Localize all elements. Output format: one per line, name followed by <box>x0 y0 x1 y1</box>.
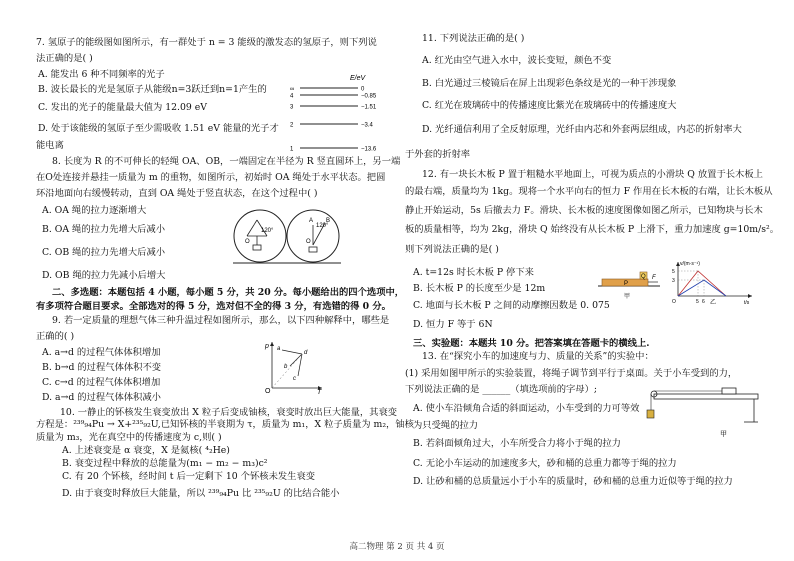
right-line: A. 红光由空气进入水中，波长变短，颜色不变 <box>422 55 612 66</box>
vt-caption: 乙 <box>710 300 717 306</box>
right-line: D. 光纤通信利用了全反射原理，光纤由内芯和外套两层组成，内芯的折射率大 <box>422 124 742 135</box>
p-axis-label: p <box>265 343 269 350</box>
left-line: C. 发出的光子的能量最大值为 12.09 eV <box>38 102 207 113</box>
left-line: 正确的( ) <box>36 331 75 342</box>
left-line: 在O处连接并悬挂一质量为 m 的重物，如图所示，初始时 OA 绳处于水平状态。把圆 <box>36 172 386 183</box>
board-caption: 甲 <box>624 294 631 300</box>
right-line: D. 让砂和桶的总质量远小于小车的质量时，砂和桶的总重力近似等于绳的拉力 <box>413 476 733 487</box>
left-line: 9. 若一定质量的理想气体三种升温过程如图所示，那么，以下四种解释中，哪些是 <box>52 315 390 326</box>
point-d: d <box>304 350 308 356</box>
p-label: P <box>624 281 629 287</box>
point-b: b <box>284 364 288 370</box>
right-line: B. 白光通过三棱镜后在屏上出现彩色条纹是光的一种干涉现象 <box>422 78 677 89</box>
t-axis-label-vt: t/s <box>744 300 750 306</box>
f-label: F <box>652 275 656 281</box>
left-line: A. a→d 的过程气体体积增加 <box>42 347 161 358</box>
left-line: 方程是：²³⁹₉₄Pu → X+²³⁵₉₂U,已知钚核的半衰期为 τ，质量为 m₁，X 粒子质量为 m₂，铀核 <box>36 419 414 430</box>
left-line: 二、多选题：本题包括 4 小题，每小题 5 分，共 20 分。每小题给出的四个选项中， <box>52 287 405 298</box>
right-line: 于外套的折射率 <box>405 149 471 160</box>
left-line: D. OB 绳的拉力先减小后增大 <box>42 270 166 281</box>
right-line: 11. 下列说法正确的是( ) <box>422 33 525 44</box>
energy-level-diagram <box>288 74 388 152</box>
left-line: D. a→d 的过程气体体积减小 <box>42 392 161 403</box>
left-line: 质量为 m₃，光在真空中的传播速度为 c,则( ) <box>36 432 222 443</box>
x-tick-5: 5 <box>696 299 699 305</box>
a-label: A <box>309 218 314 224</box>
right-line: 三、实验题：本题共 10 分。把答案填在答题卡的横线上. <box>413 338 650 349</box>
angle-label-2: 120° <box>316 223 329 229</box>
left-line: B. OA 绳的拉力先增大后减小 <box>42 224 166 235</box>
right-line: A. 使小车沿倾角合适的斜面运动，小车受到的力可等效 <box>413 403 640 414</box>
y-tick-5: 5 <box>672 269 675 275</box>
right-line: 板的质量相等，均为 2kg，滑块 Q 始终没有从长木板 P 上滑下，重力加速度 g=10m/s²。 <box>405 224 780 235</box>
left-line: 环沿地面向右缓慢转动，直到 OA 绳处于竖直状态，在这个过程中( ) <box>36 188 318 199</box>
right-line: 静止开始运动，5s 后撤去力 F。滑块、长木板的速度图像如图乙所示，已知物块与长木 <box>405 205 763 216</box>
y-tick-3: 3 <box>672 278 675 284</box>
right-line: 下列说法正确的是 ______（填选项前的字母）; <box>405 384 598 395</box>
left-line: D. 由于衰变时释放巨大能量，所以 ²³⁹₉₄Pu 比 ²³⁵₉₂U 的比结合能小 <box>62 488 340 499</box>
left-line: 能电离 <box>36 140 64 151</box>
rings-figure <box>233 205 341 267</box>
b-label: B <box>326 218 331 224</box>
left-line: A. 上述衰变是 α 衰变，X 是氦核( ⁴₂He) <box>62 445 230 456</box>
vt-graph <box>664 258 754 306</box>
right-line: 13. 在“探究小车的加速度与力、质量的关系”的实验中： <box>422 351 654 362</box>
o-label-2: O <box>306 239 311 245</box>
o-label-1: O <box>245 239 250 245</box>
right-line: B. 长木板 P 的长度至少是 12m <box>413 283 546 294</box>
angle-label-1: 120° <box>261 228 274 234</box>
left-line: C. c→d 的过程气体体积增加 <box>42 377 161 388</box>
left-line: C. 有 20 个钚核，经时间 t 后一定剩下 10 个钚核未发生衰变 <box>62 471 316 482</box>
right-line: D. 恒力 F 等于 6N <box>413 319 493 330</box>
left-line: B. 波长最长的光是氢原子从能级n=3跃迁到n=1产生的 <box>38 84 267 95</box>
page-footer: 高二物理 第 2 页 共 4 页 <box>349 542 445 552</box>
right-line: (1) 采用如图甲所示的实验装置，将绳子调节到平行于桌面。关于小车受到的力， <box>405 368 738 379</box>
left-line: 7. 氢原子的能级图如图所示，有一群处于 n = 3 能级的激发态的氢原子，则下列说 <box>36 37 377 48</box>
left-line: C. OB 绳的拉力先增大后减小 <box>42 247 166 258</box>
left-line: B. 衰变过程中释放的总能量为(m₁ − m₂ − m₃)c² <box>62 458 268 469</box>
t-axis-label: T <box>317 389 322 394</box>
right-line: 为只受绳的拉力 <box>413 420 479 431</box>
level-energy-label: 0 <box>361 86 365 93</box>
energy-unit-label: E/eV <box>350 75 366 82</box>
v-axis-label: v/(m·s⁻¹) <box>680 261 700 267</box>
level-n-label: 4 <box>290 93 294 100</box>
left-line: 法正确的是( ) <box>36 53 93 64</box>
level-energy-label: −1.51 <box>361 104 377 111</box>
right-line: C. 无论小车运动的加速度多大，砂和桶的总重力都等于绳的拉力 <box>413 458 677 469</box>
right-line: C. 红光在玻璃砖中的传播速度比紫光在玻璃砖中的传播速度大 <box>422 100 677 111</box>
level-n-label: ∞ <box>290 86 295 93</box>
level-n-label: 1 <box>290 146 294 152</box>
origin-label: O <box>265 388 271 394</box>
right-line: 12. 有一块长木板 P 置于粗糙水平地面上，可视为质点的小滑块 Q 放置于长木板上 <box>422 169 763 180</box>
x-tick-6: 6 <box>702 299 705 305</box>
pt-graph <box>262 340 324 394</box>
point-a: a <box>277 346 281 352</box>
level-n-label: 2 <box>290 122 294 129</box>
left-line: 8. 长度为 R 的不可伸长的轻绳 OA、OB，一端固定在半径为 R 竖直圆环上，另一端 <box>52 156 401 167</box>
left-line: 有多项符合题目要求。全部选对的得 5 分，选对但不全的得 3 分，有选错的得 0 分。 <box>36 301 391 312</box>
left-line: A. 能发出 6 种不同频率的光子 <box>38 69 165 80</box>
left-line: D. 处于该能级的氢原子至少需吸收 1.51 eV 能量的光子才 <box>38 123 279 134</box>
left-line: B. b→d 的过程气体体积不变 <box>42 362 162 373</box>
vt-origin: O <box>672 299 676 305</box>
point-c: c <box>293 376 296 382</box>
right-line: A. t=12s 时长木板 P 停下来 <box>413 267 534 278</box>
apparatus-caption: 甲 <box>720 431 727 438</box>
right-line: C. 地面与长木板 P 之间的动摩擦因数是 0. 075 <box>413 300 610 311</box>
level-energy-label: −3.4 <box>361 122 373 129</box>
level-n-label: 3 <box>290 104 294 111</box>
left-line: 10. 一静止的钚核发生衰变放出 X 粒子后变成铀核，衰变时放出巨大能量，其衰变 <box>60 407 398 418</box>
right-line: 的最右端，质量均为 1kg。现将一个水平向右的恒力 F 作用在长木板的右端，让长木板从 <box>405 186 773 197</box>
level-energy-label: −0.85 <box>361 93 377 100</box>
apparatus-figure <box>640 380 760 442</box>
board-figure <box>598 264 660 300</box>
level-energy-label: −13.6 <box>361 146 377 152</box>
left-line: A. OA 绳的拉力逐渐增大 <box>42 205 147 216</box>
q-label: Q <box>641 274 646 280</box>
right-line: 则下列说法正确的是( ) <box>405 244 499 255</box>
right-line: B. 若斜面倾角过大，小车所受合力将小于绳的拉力 <box>413 438 621 449</box>
